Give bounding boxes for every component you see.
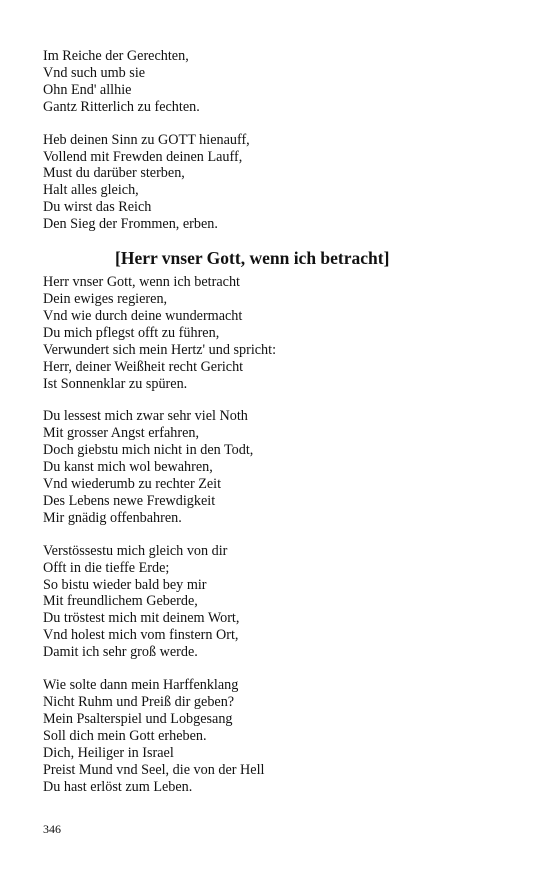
verse-line: Du kanst mich wol bewahren, (43, 459, 213, 476)
stanza-1 (43, 274, 513, 392)
title-gap (43, 233, 513, 248)
verse-line: Des Lebens newe Frewdigkeit (43, 492, 216, 509)
verse-line: Du lessest mich zwar sehr viel Noth (43, 408, 248, 425)
verse-line: Dein ewiges regieren, (43, 290, 168, 307)
verse-line: Vnd holest mich vom finstern Ort, (43, 627, 239, 644)
verse-line: Gantz Ritterlich zu fechten. (43, 98, 200, 115)
verse-line: Herr, deiner Weißheit recht Gericht (43, 358, 244, 375)
verse-line: Du tröstest mich mit deinem Wort, (43, 610, 240, 627)
verse-line: Verstössestu mich gleich von dir (43, 542, 228, 559)
verse-line: Im Reiche der Gerechten, (43, 48, 189, 64)
verse-line: Verwundert sich mein Hertz' und spricht: (43, 341, 277, 358)
verse-line: Soll dich mein Gott erheben. (43, 727, 207, 744)
verse-line: Halt alles gleich, (43, 182, 139, 199)
verse-line: Doch giebstu mich nicht in den Todt, (43, 442, 254, 459)
verse-line: Mir gnädig offenbahren. (43, 509, 182, 526)
verse-line: Den Sieg der Frommen, erben. (43, 216, 218, 233)
stanza-gap (43, 661, 513, 677)
verse-line: Wie solte dann mein Harffenklang (43, 677, 239, 694)
verse-line: Dich, Heiliger in Israel (43, 744, 174, 761)
verse-line: Preist Mund vnd Seel, die von der Hell (43, 761, 265, 778)
verse-line: Mit freundlichem Geberde, (43, 593, 198, 610)
stanza-2 (43, 408, 513, 526)
stanza-continuation-1 (43, 48, 513, 116)
verse-line: Du wirst das Reich (43, 199, 152, 216)
verse-line: Vnd such umb sie (43, 64, 146, 81)
verse-line: Vollend mit Frewden deinen Lauff, (43, 148, 243, 165)
verse-line: Offt in die tieffe Erde; (43, 559, 170, 576)
verse-line: Nicht Ruhm und Preiß dir geben? (43, 694, 235, 710)
stanza-gap (43, 116, 513, 132)
page-number: 346 (43, 822, 61, 836)
stanza-gap (43, 527, 513, 543)
verse-line: Vnd wie durch deine wundermacht (43, 307, 243, 324)
verse-line: Damit ich sehr groß werde. (43, 644, 198, 661)
verse-line: Vnd wiederumb zu rechter Zeit (43, 476, 222, 493)
stanza-4 (43, 677, 513, 795)
verse-line: Mein Psalterspiel und Lobgesang (43, 710, 233, 727)
stanza-continuation-2 (43, 132, 513, 233)
poem-page (43, 48, 513, 795)
verse-line: So bistu wieder bald bey mir (43, 576, 207, 593)
verse-line: Herr vnser Gott, wenn ich betracht (43, 274, 240, 291)
verse-line: Ohn End' allhie (43, 81, 132, 98)
verse-line: Heb deinen Sinn zu GOTT hienauff, (43, 131, 250, 148)
verse-line: Du hast erlöst zum Leben. (43, 778, 193, 795)
verse-line: Must du darüber sterben, (43, 165, 185, 182)
verse-line: Mit grosser Angst erfahren, (43, 425, 200, 442)
verse-line: Ist Sonnenklar zu spüren. (43, 375, 188, 392)
stanza-3 (43, 543, 513, 661)
verse-line: Du mich pflegst offt zu führen, (43, 324, 220, 341)
stanza-gap (43, 392, 513, 408)
poem-title: [Herr vnser Gott, wenn ich betracht] (115, 248, 390, 269)
